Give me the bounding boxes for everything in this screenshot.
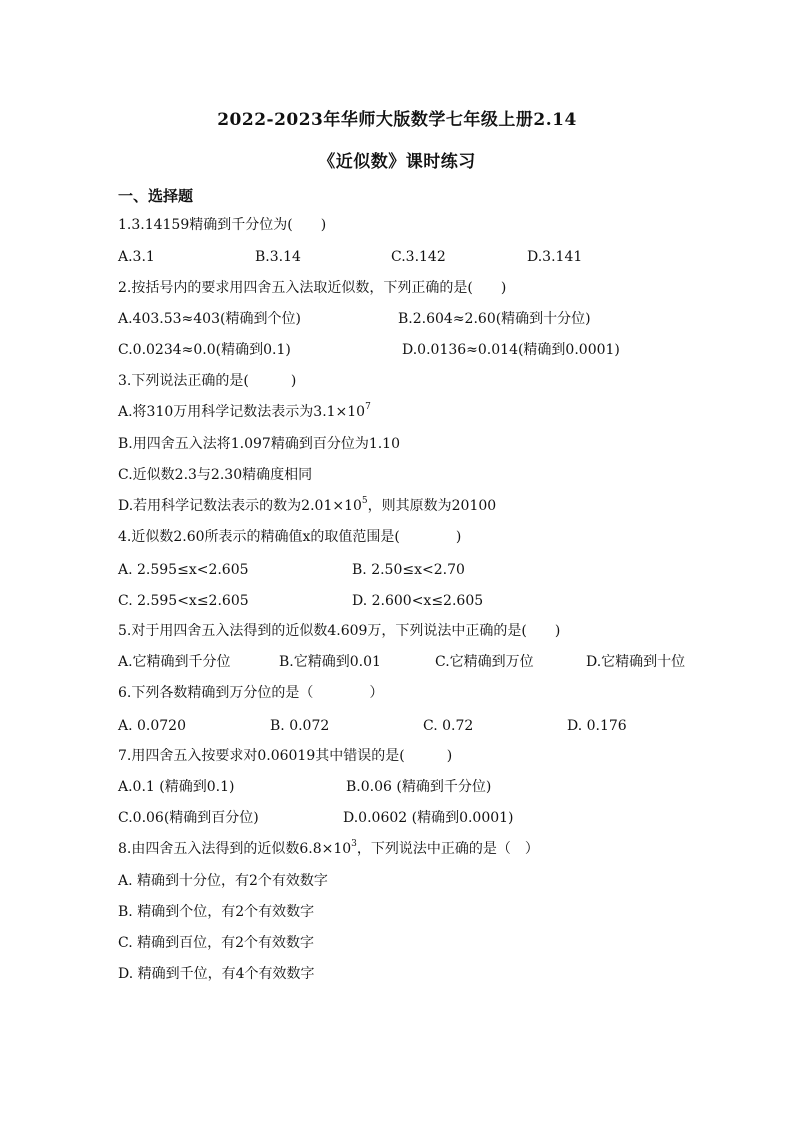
question-5-option-b: B.它精确到0.01 bbox=[279, 654, 381, 670]
question-3-option-c: C.近似数2.3与2.30精确度相同 bbox=[118, 467, 313, 483]
question-4-option-d: D. 2.600<x≤2.605 bbox=[352, 593, 484, 609]
question-1-option-c: C.3.142 bbox=[391, 249, 446, 265]
question-1-option-a: A.3.1 bbox=[118, 249, 155, 265]
question-5-option-d: D.它精确到十位 bbox=[586, 654, 686, 670]
question-6-option-a: A. 0.0720 bbox=[118, 718, 186, 734]
question-2-option-b: B.2.604≈2.60(精确到十分位) bbox=[398, 311, 591, 327]
question-7-stem: 7.用四舍五入按要求对0.06019其中错误的是( ) bbox=[118, 748, 453, 764]
question-4-option-b: B. 2.50≤x<2.70 bbox=[352, 562, 465, 578]
question-7-option-c: C.0.06(精确到百分位) bbox=[118, 810, 259, 826]
question-6-option-b: B. 0.072 bbox=[270, 718, 330, 734]
question-6-option-c: C. 0.72 bbox=[423, 718, 474, 734]
section-heading: 一、选择题 bbox=[118, 187, 194, 205]
question-2-option-a: A.403.53≈403(精确到个位) bbox=[118, 311, 301, 327]
document-title: 2022-2023年华师大版数学七年级上册2.14 bbox=[217, 110, 577, 130]
question-8-stem: 8.由四舍五入法得到的近似数$6.8\times 10^3$，下列说法中正确的是（ ） bbox=[118, 839, 539, 857]
question-3-stem: 3.下列说法正确的是( ) bbox=[118, 373, 297, 389]
question-2-stem: 2.按括号内的要求用四舍五入法取近似数，下列正确的是( ) bbox=[118, 280, 507, 296]
question-7-option-d: D.0.0602 (精确到0.0001) bbox=[343, 810, 514, 826]
question-7-option-a: A.0.1 (精确到0.1) bbox=[118, 779, 235, 795]
document-subtitle: 《近似数》课时练习 bbox=[318, 152, 476, 172]
question-6-option-d: D. 0.176 bbox=[567, 718, 627, 734]
question-3-option-b: B.用四舍五入法将1.097精确到百分位为1.10 bbox=[118, 436, 400, 452]
question-4-stem: 4.近似数2.60所表示的精确值x的取值范围是( ) bbox=[118, 529, 462, 545]
question-1-stem: 1.3.14159精确到千分位为( ) bbox=[118, 217, 327, 233]
question-6-stem: 6.下列各数精确到万分位的是（ ） bbox=[118, 685, 384, 701]
question-7-option-b: B.0.06 (精确到千分位) bbox=[346, 779, 492, 795]
question-8-option-d: D. 精确到千位，有4个有效数字 bbox=[118, 966, 315, 982]
question-4-option-c: C. 2.595<x≤2.605 bbox=[118, 593, 249, 609]
question-5-option-a: A.它精确到千分位 bbox=[118, 654, 231, 670]
question-8-option-a: A. 精确到十分位，有2个有效数字 bbox=[118, 873, 328, 889]
question-3-option-d: D.若用科学记数法表示的数为$2.01\times 10^5$，则其原数为20100 bbox=[118, 496, 497, 514]
question-3-option-a: A.将310万用科学记数法表示为$3.1\times 10^7$ bbox=[118, 402, 371, 420]
question-2-option-c: C.0.0234≈0.0(精确到0.1) bbox=[118, 342, 291, 358]
question-8-option-c: C. 精确到百位，有2个有效数字 bbox=[118, 935, 315, 951]
question-4-option-a: A. 2.595≤x<2.605 bbox=[118, 562, 249, 578]
question-8-option-b: B. 精确到个位，有2个有效数字 bbox=[118, 904, 315, 920]
question-1-option-d: D.3.141 bbox=[527, 249, 583, 265]
question-1-option-b: B.3.14 bbox=[255, 249, 301, 265]
question-5-option-c: C.它精确到万位 bbox=[435, 654, 534, 670]
question-5-stem: 5.对于用四舍五入法得到的近似数4.609万，下列说法中正确的是( ) bbox=[118, 623, 561, 639]
question-2-option-d: D.0.0136≈0.014(精确到0.0001) bbox=[402, 342, 620, 358]
